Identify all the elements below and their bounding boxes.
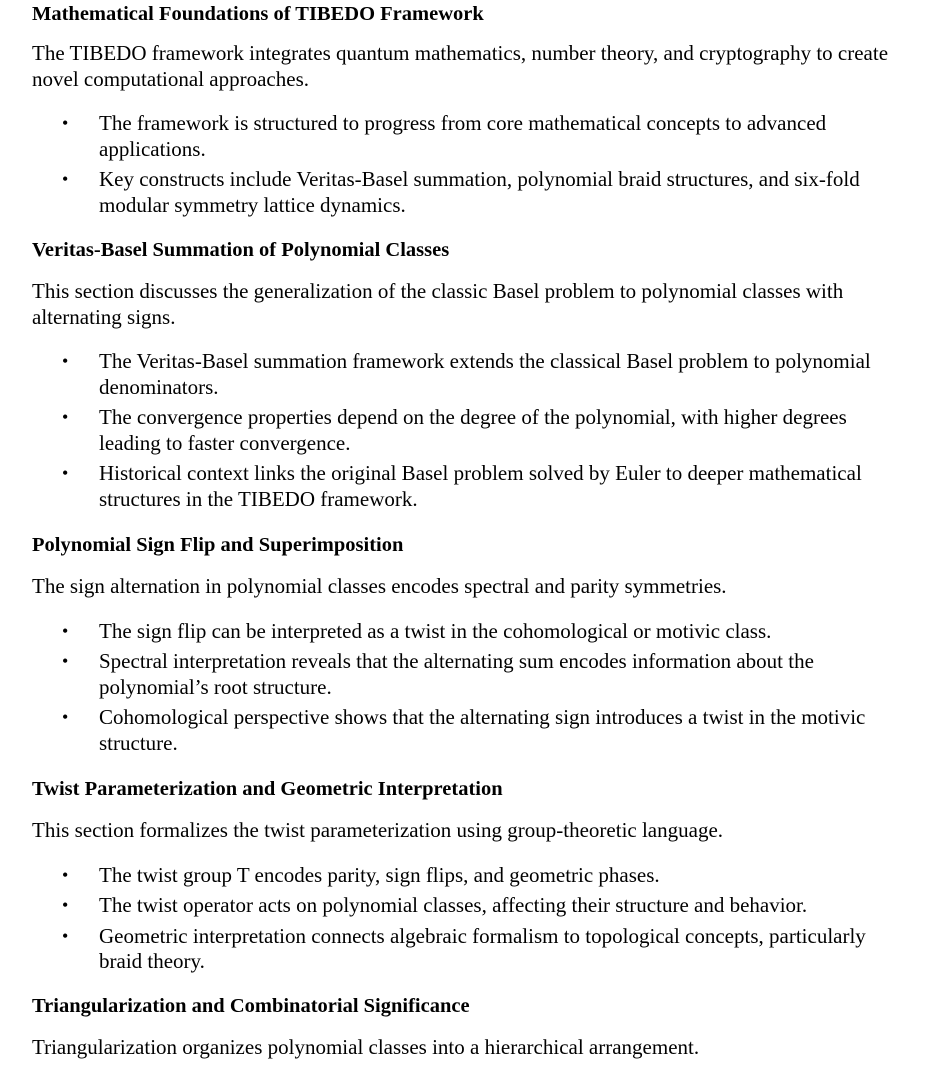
bullet-icon: • <box>62 864 69 885</box>
section-intro: This section discusses the generalization of the classic Basel problem to polynomial classes with alternating signs. <box>32 279 844 329</box>
list-item: • The framework is structured to progress from core mathematical concepts to advanced applications. <box>62 111 827 161</box>
list-item: • The sign flip can be interpreted as a twist in the cohomological or motivic class. <box>62 618 772 643</box>
section-heading: Triangularization and Combinatorial Significance <box>32 995 470 1017</box>
section-intro: This section formalizes the twist parameterization using group-theoretic language. <box>32 818 724 842</box>
section-intro: The sign alternation in polynomial classes encodes spectral and parity symmetries. <box>32 574 727 598</box>
bullet-icon: • <box>62 651 69 671</box>
section-intro: The TIBEDO framework integrates quantum mathematics, number theory, and cryptography to create novel computational approaches. <box>32 41 889 91</box>
section-twist-parameterization <box>32 776 906 975</box>
list-item: • Geometric interpretation connects algebraic formalism to topological concepts, particularly braid theory. <box>62 923 866 973</box>
bullet-icon: • <box>62 925 69 946</box>
section-heading: Twist Parameterization and Geometric Interpretation <box>32 778 503 800</box>
list-item: • Key constructs include Veritas-Basel summation, polynomial braid structures, and six-fold modular symmetry lattice dynamics. <box>62 167 860 217</box>
section-triangularization <box>32 993 906 1061</box>
section-veritas-basel <box>32 237 906 512</box>
list-item: • The Veritas-Basel summation framework extends the classical Basel problem to polynomial denominators. <box>62 349 871 399</box>
bullet-list <box>32 619 906 757</box>
list-item: • Cohomological perspective shows that the alternating sign introduces a twist in the motivic structure. <box>62 705 866 755</box>
bullet-icon: • <box>62 113 69 133</box>
bullet-icon: • <box>62 707 69 727</box>
list-item: • Spectral interpretation reveals that the alternating sum encodes information about the polynomial’s root structure. <box>62 649 814 699</box>
section-heading: Mathematical Foundations of TIBEDO Framework <box>32 3 484 25</box>
bullet-icon: • <box>62 895 69 915</box>
section-intro: Triangularization organizes polynomial classes into a hierarchical arrangement. <box>32 1035 700 1059</box>
bullet-list <box>32 863 906 975</box>
list-item: • The convergence properties depend on the degree of the polynomial, with higher degrees leading to faster convergence. <box>62 405 847 455</box>
list-item: • The twist group T encodes parity, sign flips, and geometric phases. <box>62 862 660 887</box>
list-item: • Historical context links the original Basel problem solved by Euler to deeper mathematical structures in the TIBEDO framework. <box>62 461 862 511</box>
bullet-icon: • <box>62 407 69 427</box>
section-heading: Veritas-Basel Summation of Polynomial Classes <box>32 239 450 261</box>
section-polynomial-sign-flip <box>32 532 906 756</box>
list-item: • The twist operator acts on polynomial classes, affecting their structure and behavior. <box>62 893 808 917</box>
bullet-list <box>32 349 906 512</box>
bullet-icon: • <box>62 351 69 371</box>
bullet-icon: • <box>62 169 69 189</box>
bullet-icon: • <box>62 463 69 483</box>
section-mathematical-foundations <box>32 1 906 218</box>
bullet-icon: • <box>62 620 69 641</box>
bullet-list <box>32 111 906 218</box>
section-heading: Polynomial Sign Flip and Superimposition <box>32 534 404 556</box>
